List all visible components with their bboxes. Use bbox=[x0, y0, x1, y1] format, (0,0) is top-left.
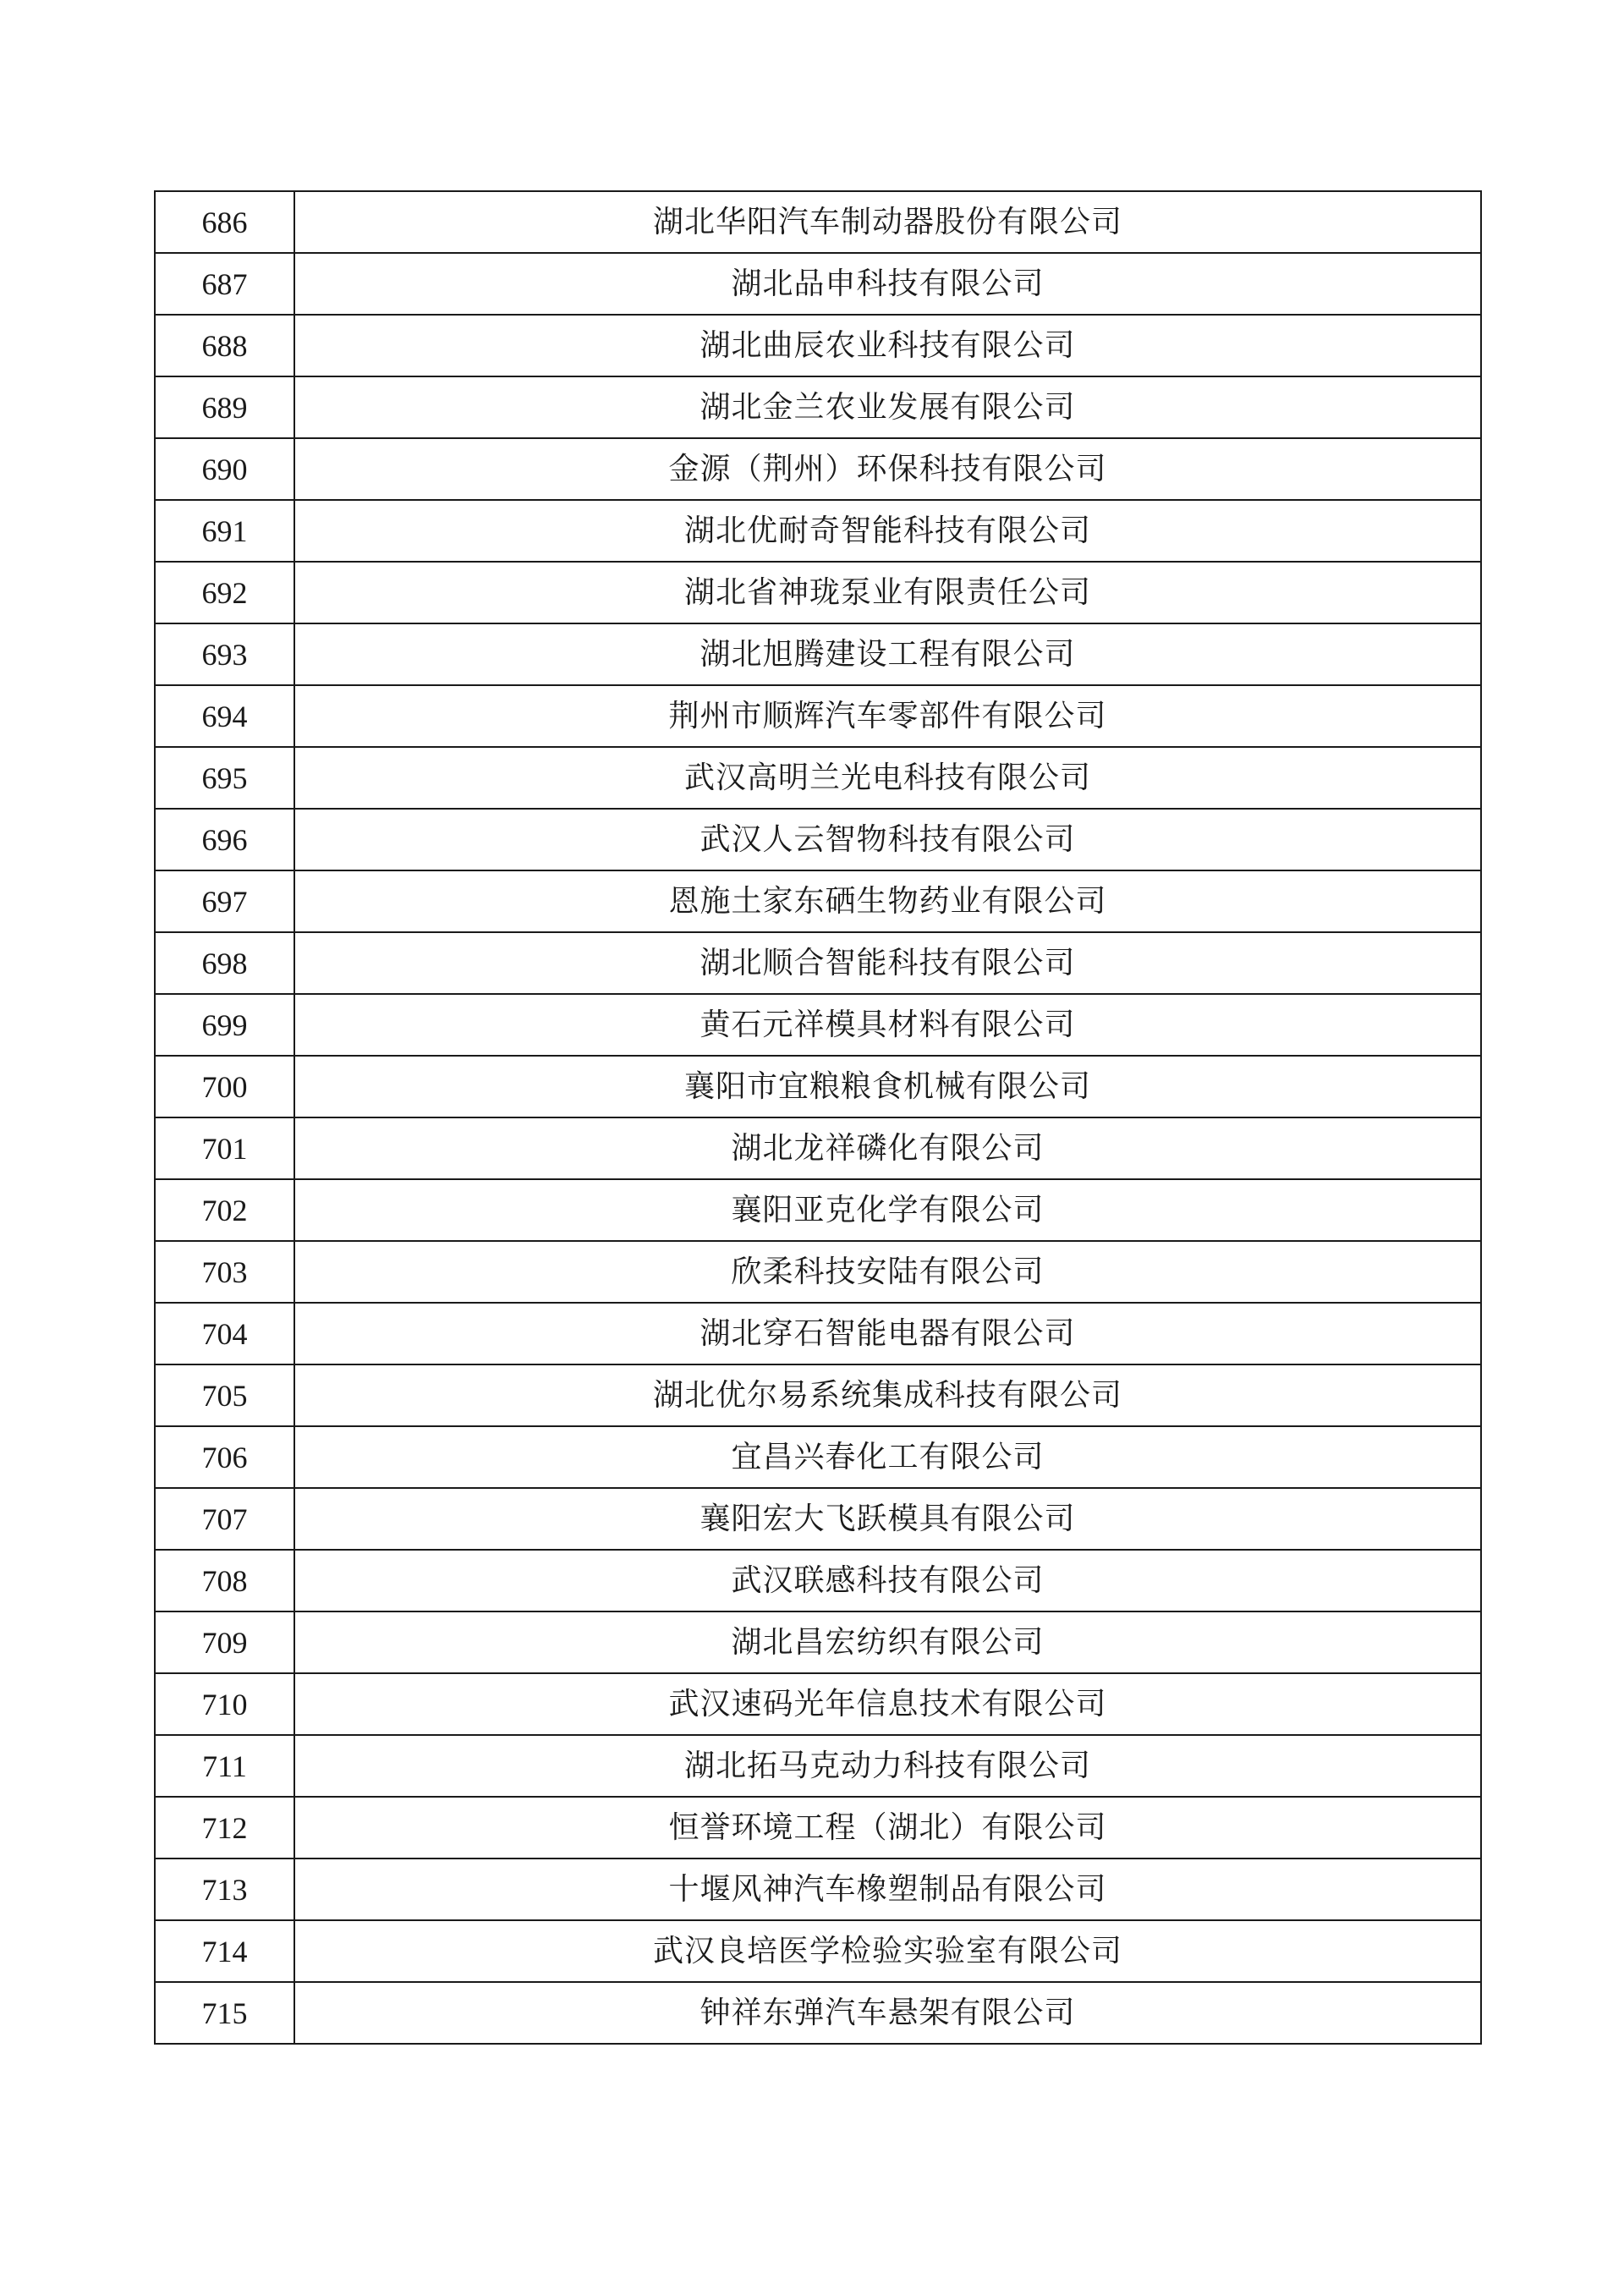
row-number: 708 bbox=[155, 1550, 294, 1611]
table-row bbox=[155, 1179, 1481, 1241]
company-name: 湖北旭腾建设工程有限公司 bbox=[294, 623, 1481, 685]
table-row bbox=[155, 1735, 1481, 1797]
table-row bbox=[155, 1488, 1481, 1550]
company-name: 湖北龙祥磷化有限公司 bbox=[294, 1117, 1481, 1179]
table-row bbox=[155, 809, 1481, 870]
company-name: 金源（荆州）环保科技有限公司 bbox=[294, 438, 1481, 500]
table-row bbox=[155, 1611, 1481, 1673]
company-list-table bbox=[154, 190, 1482, 2045]
table-row bbox=[155, 253, 1481, 315]
table-row bbox=[155, 315, 1481, 376]
company-name: 襄阳亚克化学有限公司 bbox=[294, 1179, 1481, 1241]
company-name: 恒誉环境工程（湖北）有限公司 bbox=[294, 1797, 1481, 1859]
row-number: 702 bbox=[155, 1179, 294, 1241]
table-row bbox=[155, 994, 1481, 1056]
table-row bbox=[155, 685, 1481, 747]
row-number: 704 bbox=[155, 1303, 294, 1364]
company-name: 钟祥东弹汽车悬架有限公司 bbox=[294, 1982, 1481, 2044]
table-row bbox=[155, 1303, 1481, 1364]
company-name: 湖北品申科技有限公司 bbox=[294, 253, 1481, 315]
company-name: 湖北优耐奇智能科技有限公司 bbox=[294, 500, 1481, 562]
company-name: 湖北拓马克动力科技有限公司 bbox=[294, 1735, 1481, 1797]
company-name: 湖北穿石智能电器有限公司 bbox=[294, 1303, 1481, 1364]
company-name: 武汉人云智物科技有限公司 bbox=[294, 809, 1481, 870]
company-name: 湖北顺合智能科技有限公司 bbox=[294, 932, 1481, 994]
company-name: 湖北优尔易系统集成科技有限公司 bbox=[294, 1364, 1481, 1426]
row-number: 697 bbox=[155, 870, 294, 932]
row-number: 710 bbox=[155, 1673, 294, 1735]
row-number: 707 bbox=[155, 1488, 294, 1550]
table-row bbox=[155, 1982, 1481, 2044]
row-number: 712 bbox=[155, 1797, 294, 1859]
row-number: 711 bbox=[155, 1735, 294, 1797]
row-number: 688 bbox=[155, 315, 294, 376]
row-number: 706 bbox=[155, 1426, 294, 1488]
company-name: 武汉联感科技有限公司 bbox=[294, 1550, 1481, 1611]
table-row bbox=[155, 1364, 1481, 1426]
company-name: 武汉速码光年信息技术有限公司 bbox=[294, 1673, 1481, 1735]
row-number: 700 bbox=[155, 1056, 294, 1117]
row-number: 699 bbox=[155, 994, 294, 1056]
table-row bbox=[155, 1859, 1481, 1920]
table-row bbox=[155, 438, 1481, 500]
row-number: 715 bbox=[155, 1982, 294, 2044]
table-row bbox=[155, 623, 1481, 685]
row-number: 701 bbox=[155, 1117, 294, 1179]
company-name: 襄阳市宜粮粮食机械有限公司 bbox=[294, 1056, 1481, 1117]
company-name: 十堰风神汽车橡塑制品有限公司 bbox=[294, 1859, 1481, 1920]
company-name: 武汉良培医学检验实验室有限公司 bbox=[294, 1920, 1481, 1982]
company-name: 襄阳宏大飞跃模具有限公司 bbox=[294, 1488, 1481, 1550]
table-row bbox=[155, 1241, 1481, 1303]
table-row bbox=[155, 1426, 1481, 1488]
row-number: 695 bbox=[155, 747, 294, 809]
table-row bbox=[155, 747, 1481, 809]
row-number: 698 bbox=[155, 932, 294, 994]
row-number: 705 bbox=[155, 1364, 294, 1426]
row-number: 690 bbox=[155, 438, 294, 500]
company-name: 荆州市顺辉汽车零部件有限公司 bbox=[294, 685, 1481, 747]
table-row bbox=[155, 376, 1481, 438]
row-number: 694 bbox=[155, 685, 294, 747]
row-number: 709 bbox=[155, 1611, 294, 1673]
row-number: 689 bbox=[155, 376, 294, 438]
row-number: 703 bbox=[155, 1241, 294, 1303]
row-number: 714 bbox=[155, 1920, 294, 1982]
company-list-body bbox=[155, 191, 1481, 2044]
company-name: 黄石元祥模具材料有限公司 bbox=[294, 994, 1481, 1056]
row-number: 696 bbox=[155, 809, 294, 870]
table-row bbox=[155, 1673, 1481, 1735]
row-number: 692 bbox=[155, 562, 294, 623]
table-row bbox=[155, 1920, 1481, 1982]
table-row bbox=[155, 870, 1481, 932]
company-name: 湖北曲辰农业科技有限公司 bbox=[294, 315, 1481, 376]
table-row bbox=[155, 500, 1481, 562]
table-row bbox=[155, 1117, 1481, 1179]
table-row bbox=[155, 562, 1481, 623]
company-name: 湖北华阳汽车制动器股份有限公司 bbox=[294, 191, 1481, 253]
table-row bbox=[155, 1056, 1481, 1117]
company-name: 湖北省神珑泵业有限责任公司 bbox=[294, 562, 1481, 623]
row-number: 693 bbox=[155, 623, 294, 685]
company-name: 欣柔科技安陆有限公司 bbox=[294, 1241, 1481, 1303]
company-name: 湖北昌宏纺织有限公司 bbox=[294, 1611, 1481, 1673]
row-number: 691 bbox=[155, 500, 294, 562]
company-name: 宜昌兴春化工有限公司 bbox=[294, 1426, 1481, 1488]
table-row bbox=[155, 1797, 1481, 1859]
company-name: 恩施土家东硒生物药业有限公司 bbox=[294, 870, 1481, 932]
table-row bbox=[155, 932, 1481, 994]
company-name: 湖北金兰农业发展有限公司 bbox=[294, 376, 1481, 438]
table-row bbox=[155, 191, 1481, 253]
row-number: 713 bbox=[155, 1859, 294, 1920]
row-number: 686 bbox=[155, 191, 294, 253]
row-number: 687 bbox=[155, 253, 294, 315]
company-name: 武汉高明兰光电科技有限公司 bbox=[294, 747, 1481, 809]
table-row bbox=[155, 1550, 1481, 1611]
